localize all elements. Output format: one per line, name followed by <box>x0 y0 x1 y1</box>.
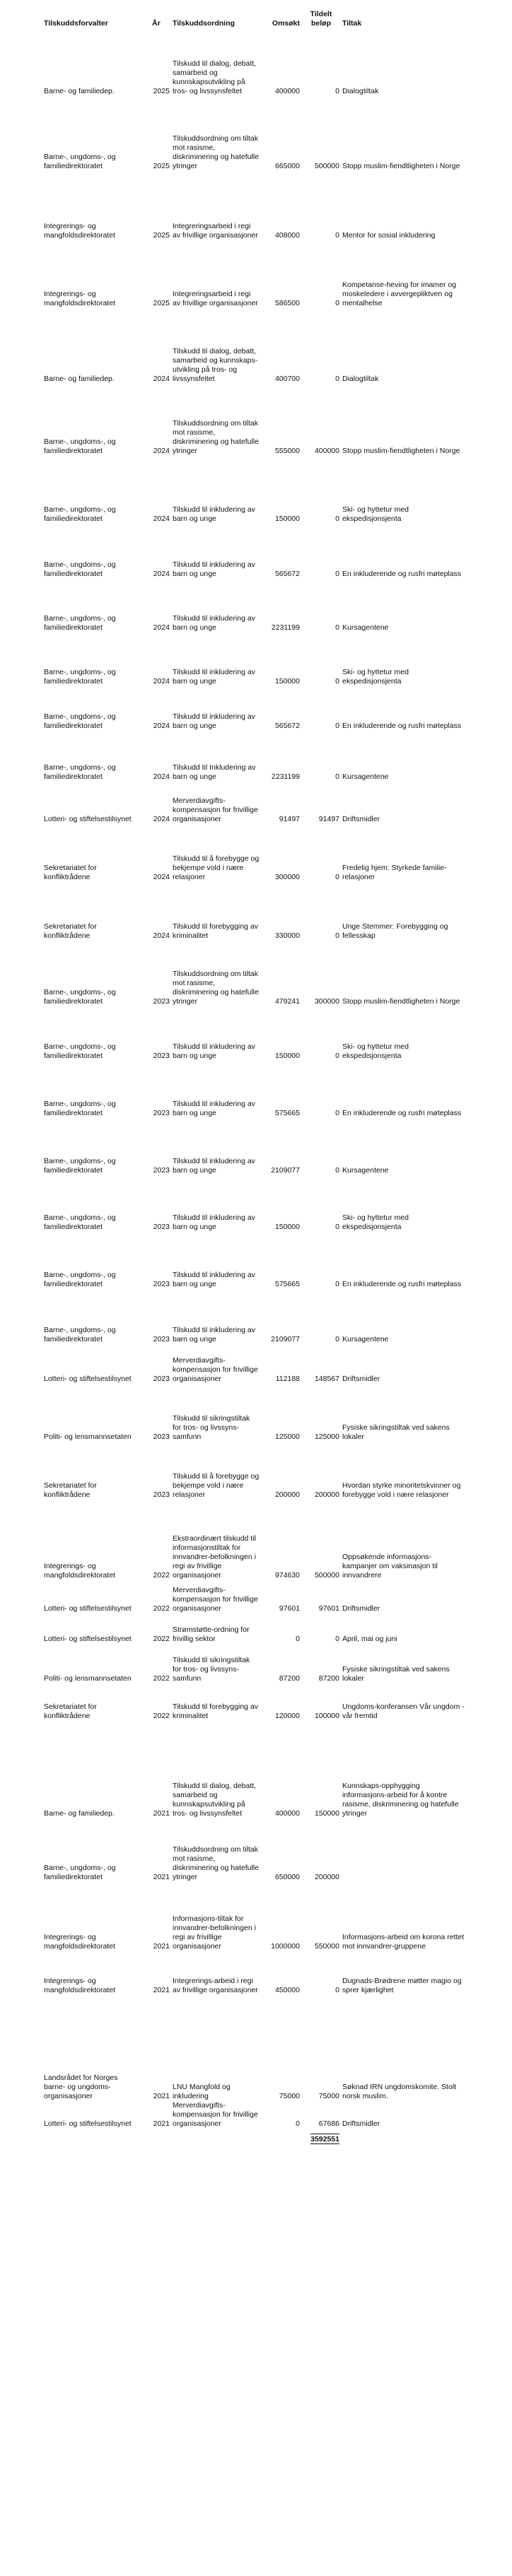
cell-tiltak: Unge Stemmer: Forebygging og fellesskap <box>342 922 448 940</box>
cell-tiltak: En inkluderende og rusfri møteplass <box>342 1280 462 1288</box>
cell-ordning: Tilskudd til forebygging av kriminalitet <box>173 922 259 940</box>
cell-ordning: Merverdiavgifts-kompensasjon for frivillige organisasjoner <box>173 1586 258 1613</box>
cell-year: 2023 <box>153 1490 170 1499</box>
table-row <box>42 1644 467 1683</box>
table-row <box>42 579 467 633</box>
cell-belop: 0 <box>335 87 339 95</box>
cell-belop: 0 <box>335 677 339 686</box>
cell-belop: 500000 <box>314 162 339 170</box>
grants-rows <box>42 28 467 2129</box>
table-row <box>42 782 467 824</box>
cell-forvalter: Barne-, ungdoms-, og familiedirektoratet <box>44 1271 116 1288</box>
table-row <box>42 28 467 96</box>
cell-forvalter: Sekretariatet for konfliktrådene <box>44 922 97 940</box>
cell-belop: 0 <box>335 514 339 523</box>
cell-belop: 97601 <box>318 1604 339 1613</box>
cell-omsokt: 87200 <box>279 1674 300 1683</box>
cell-tiltak: Informasjons-arbeid om korona rettet mot innvandrer-gruppene <box>342 1933 465 1951</box>
cell-ordning: Tilskudd til inkludering av barn og unge <box>173 712 255 730</box>
cell-forvalter: Politi- og lensmannsetaten <box>44 1433 132 1441</box>
cell-year: 2024 <box>153 570 170 578</box>
cell-omsokt: 575665 <box>274 1109 300 1117</box>
table-row <box>42 240 467 308</box>
total-trailing-spacer <box>341 2129 467 2144</box>
cell-forvalter: Lotteri- og stiftelsestilsynet <box>44 815 132 823</box>
cell-ordning: Tilskudd til inkludering av barn og unge <box>173 1100 255 1117</box>
cell-ordning: Tilskudd til inkludering av barn og unge <box>173 1213 255 1231</box>
table-row <box>42 731 467 782</box>
table-row <box>42 1118 467 1175</box>
cell-omsokt: 450000 <box>274 1986 300 1994</box>
cell-tiltak: Kursagentene <box>342 1166 389 1175</box>
cell-omsokt: 565672 <box>274 722 300 730</box>
cell-belop: 0 <box>335 570 339 578</box>
table-row <box>42 1384 467 1442</box>
cell-tiltak: Kompetanse-heving for imamer og moskeledere i avvergepliktven og mentalhelse <box>342 281 457 307</box>
header-belop: Tildelt beløp <box>310 10 332 28</box>
cell-tiltak: Ski- og hyttetur med ekspedisjonsjenta <box>342 668 409 686</box>
cell-ordning: Tilskudd til inkludering av barn og unge <box>173 614 255 632</box>
cell-forvalter: Barne-, ungdoms-, og familiedirektoratet <box>44 1100 116 1117</box>
cell-year: 2023 <box>153 997 170 1006</box>
cell-omsokt: 150000 <box>274 1223 300 1231</box>
cell-ordning: Tilskuddsordning om tiltak mot rasisme, diskriminering og hatefulle ytringer <box>173 1845 259 1881</box>
cell-year: 2024 <box>153 375 170 383</box>
cell-omsokt: 974630 <box>274 1571 300 1580</box>
cell-tiltak: Driftsmidler <box>342 2119 380 2128</box>
cell-forvalter: Barne-, ungdoms-, og familiedirektoratet <box>44 1326 116 1343</box>
cell-ordning: Tilskudd til inkludering av barn og unge <box>173 1042 255 1060</box>
cell-forvalter: Barne-, ungdoms-, og familiedirektoratet <box>44 988 116 1006</box>
cell-belop: 150000 <box>314 1809 339 1818</box>
cell-year: 2024 <box>153 447 170 455</box>
cell-belop: 91497 <box>318 815 339 823</box>
cell-ordning: Tilskudd til inkludering av barn og unge <box>173 1157 255 1175</box>
table-row <box>42 171 467 240</box>
header-row <box>42 4 467 28</box>
cell-year: 2024 <box>153 873 170 881</box>
cell-year: 2023 <box>153 1433 170 1441</box>
cell-forvalter: Lotteri- og stiftelsestilsynet <box>44 1604 132 1613</box>
table-row <box>42 1289 467 1344</box>
cell-forvalter: Barne-, ungdoms-, og familiedirektoratet <box>44 1864 116 1881</box>
cell-belop: 550000 <box>314 1942 339 1951</box>
cell-ordning: Tilskudd til inkludering av barn og unge <box>173 1271 255 1288</box>
cell-omsokt: 479241 <box>274 997 300 1006</box>
cell-belop: 125000 <box>314 1433 339 1441</box>
table-row <box>42 1951 467 1995</box>
cell-omsokt: 2109077 <box>271 1166 300 1175</box>
table-row <box>42 524 467 579</box>
cell-ordning: Tilskuddsordning om tiltak mot rasisme, diskriminering og hatefulle ytringer <box>173 419 259 455</box>
header-omsokt: Omsøkt <box>272 19 300 28</box>
table-row <box>42 1613 467 1644</box>
cell-omsokt: 200000 <box>274 1490 300 1499</box>
cell-ordning: Tilskudd til dialog, debatt, samarbeid og kunnskapsutvikling på tros- og livssynsfeltet <box>173 59 257 95</box>
cell-omsokt: 150000 <box>274 1052 300 1060</box>
cell-tiltak: Stopp muslim-fiendtligheten i Norge <box>342 447 460 455</box>
cell-ordning: Tilskudd til dialog, debatt, samarbeid og kunnskapsutvikling på tros- og livssynsfeltet <box>173 1782 257 1818</box>
cell-belop: 0 <box>335 1335 339 1343</box>
cell-omsokt: 300000 <box>274 873 300 881</box>
table-row <box>42 2101 467 2129</box>
cell-omsokt: 150000 <box>274 677 300 686</box>
cell-forvalter: Politi- og lensmannsetaten <box>44 1674 132 1683</box>
cell-forvalter: Sekretariatet for konfliktrådene <box>44 1702 97 1720</box>
cell-year: 2022 <box>153 1635 170 1643</box>
cell-tiltak: Stopp muslim-fiendtligheten i Norge <box>342 162 460 170</box>
cell-year: 2024 <box>153 722 170 730</box>
cell-ordning: Integrerings-arbeid i regi av frivillige organisasjoner <box>173 1977 258 1994</box>
table-row <box>42 456 467 524</box>
table-row <box>42 1061 467 1118</box>
total-value: 3592551 <box>310 2134 339 2144</box>
cell-forvalter: Integrerings- og mangfoldsdirektoratet <box>44 222 115 240</box>
cell-omsokt: 1000000 <box>271 1942 300 1951</box>
cell-omsokt: 2231199 <box>271 772 300 781</box>
cell-year: 2022 <box>153 1571 170 1580</box>
cell-belop: 67686 <box>318 2119 339 2128</box>
cell-forvalter: Barne- og familiedep. <box>44 87 115 95</box>
cell-ordning: Informasjons-tiltak for innvandrer-befolkningen i regi av frivillige organisasjoner <box>173 1915 256 1951</box>
cell-belop: 0 <box>335 299 339 307</box>
cell-forvalter: Lotteri- og stiftelsestilsynet <box>44 1375 132 1383</box>
cell-forvalter: Barne-, ungdoms-, og familiedirektoratet <box>44 1213 116 1231</box>
cell-tiltak: Fredelig hjem: Styrkede familie-relasjoner <box>342 864 447 881</box>
total-cell <box>301 2129 341 2144</box>
cell-ordning: Tilskudd til inkludering av barn og unge <box>173 668 255 686</box>
cell-ordning: Ekstraordinært tilskudd til informasjonstiltak for innvandrer-befolkningen i regi av frivillige organisasjoner <box>173 1534 256 1580</box>
cell-year: 2023 <box>153 1109 170 1117</box>
cell-omsokt: 408000 <box>274 231 300 240</box>
cell-belop: 0 <box>335 722 339 730</box>
cell-omsokt: 0 <box>296 2119 300 2128</box>
cell-forvalter: Landsrådet for Norges barne- og ungdoms-organisasjoner <box>44 2074 118 2100</box>
header-tiltak: Tiltak <box>342 19 362 28</box>
cell-tiltak: Stopp muslim-fiendtligheten i Norge <box>342 997 460 1006</box>
cell-tiltak: April, mai og juni <box>342 1635 397 1643</box>
cell-forvalter: Sekretariatet for konfliktrådene <box>44 1481 97 1499</box>
cell-year: 2023 <box>153 1280 170 1288</box>
cell-year: 2023 <box>153 1375 170 1383</box>
cell-belop: 400000 <box>314 447 339 455</box>
cell-belop: 500000 <box>314 1571 339 1580</box>
cell-forvalter: Barne-, ungdoms-, og familiedirektoratet <box>44 505 116 523</box>
cell-tiltak: Dugnads-Brødrene møtter magio og sprer kjærlighet <box>342 1977 462 1994</box>
cell-year: 2024 <box>153 514 170 523</box>
cell-belop: 0 <box>335 1280 339 1288</box>
cell-belop: 148567 <box>314 1375 339 1383</box>
cell-omsokt: 2231199 <box>271 623 300 632</box>
cell-omsokt: 586500 <box>274 299 300 307</box>
cell-belop: 100000 <box>314 1712 339 1720</box>
cell-year: 2025 <box>153 231 170 240</box>
cell-ordning: Tilskuddsordning om tiltak mot rasisme, diskriminering og hatefulle ytringer <box>173 134 259 170</box>
cell-omsokt: 650000 <box>274 1873 300 1881</box>
cell-ordning: Integreringsarbeid i regi av frivillige organisasjoner <box>173 290 258 307</box>
cell-forvalter: Barne-, ungdoms-, og familiedirektoratet <box>44 712 116 730</box>
cell-tiltak: Ski- og hyttetur med ekspedisjonsjenta <box>342 505 409 523</box>
header-forvalter: Tilskuddsforvalter <box>44 19 108 28</box>
cell-forvalter: Integrerings- og mangfoldsdirektoratet <box>44 1562 115 1580</box>
cell-year: 2021 <box>153 1986 170 1994</box>
cell-forvalter: Barne-, ungdoms-, og familiedirektoratet <box>44 153 116 170</box>
cell-ordning: Tilskudd til å forebygge og bekjempe vold i nære relasjoner <box>173 854 260 881</box>
cell-tiltak: Ungdoms-konferansen Vår ungdom - vår fremtid <box>342 1702 465 1720</box>
cell-ordning: Tilskudd til inkludering av barn og unge <box>173 560 255 578</box>
cell-forvalter: Lotteri- og stiftelsestilsynet <box>44 2119 132 2128</box>
table-row <box>42 96 467 171</box>
cell-omsokt: 0 <box>296 1635 300 1643</box>
cell-year: 2021 <box>153 1942 170 1951</box>
cell-belop: 0 <box>335 375 339 383</box>
cell-tiltak: Dialogtiltak <box>342 87 379 95</box>
header-ordning: Tilskuddsordning <box>173 19 235 28</box>
cell-year: 2025 <box>153 299 170 307</box>
table-row <box>42 1580 467 1613</box>
table-row <box>42 1232 467 1289</box>
cell-omsokt: 91497 <box>279 815 300 823</box>
cell-year: 2023 <box>153 1052 170 1060</box>
cell-tiltak: Fysiske sikringstiltak ved sakens lokaler <box>342 1665 450 1683</box>
table-row <box>42 824 467 882</box>
table-row <box>42 1683 467 1721</box>
cell-belop: 75000 <box>318 2092 339 2100</box>
table-row <box>42 1500 467 1580</box>
table-row <box>42 308 467 384</box>
table-row <box>42 384 467 456</box>
table-row <box>42 1175 467 1232</box>
cell-tiltak: Kursagentene <box>342 1335 389 1343</box>
cell-omsokt: 565672 <box>274 570 300 578</box>
cell-tiltak: Hvordan styrke minoritetskvinner og forebygge vold i nære relasjoner <box>342 1481 461 1499</box>
cell-tiltak: Oppsøkende informasjons-kampanjer om vaksinasjon til innvandrere <box>342 1553 438 1580</box>
cell-year: 2023 <box>153 1223 170 1231</box>
cell-omsokt: 400000 <box>274 1809 300 1818</box>
table-row <box>42 1882 467 1951</box>
cell-omsokt: 75000 <box>279 2092 300 2100</box>
cell-ordning: Tilskudd til sikringstiltak for tros- og livssyns-samfunn <box>173 1656 250 1683</box>
cell-tiltak: Driftsmidler <box>342 815 380 823</box>
cell-ordning: Tilskudd til sikringstiltak for tros- og livssyns-samfunn <box>173 1414 250 1441</box>
cell-forvalter: Barne-, ungdoms-, og familiedirektoratet <box>44 763 116 781</box>
table-row <box>42 686 467 731</box>
cell-year: 2021 <box>153 1873 170 1881</box>
cell-belop: 0 <box>335 1052 339 1060</box>
cell-tiltak: Kursagentene <box>342 772 389 781</box>
header-year: År <box>152 19 161 28</box>
cell-tiltak: Kunnskaps-opphygging informasjons-arbeid for å kontre rasisme, diskriminering og hatefulle ytringer <box>342 1782 459 1818</box>
cell-year: 2024 <box>153 623 170 632</box>
cell-forvalter: Barne-, ungdoms-, og familiedirektoratet <box>44 1042 116 1060</box>
cell-omsokt: 125000 <box>274 1433 300 1441</box>
cell-ordning: Strømstøtte-ordning for frivillig sektor <box>173 1625 250 1643</box>
cell-year: 2024 <box>153 815 170 823</box>
cell-tiltak: En inkluderende og rusfri møteplass <box>342 722 462 730</box>
table-row <box>42 633 467 686</box>
cell-belop: 87200 <box>318 1674 339 1683</box>
cell-omsokt: 665000 <box>274 162 300 170</box>
table-row <box>42 1344 467 1384</box>
cell-tiltak: Søknad IRN ungdomskomite. Stolt norsk muslim. <box>342 2083 457 2100</box>
cell-ordning: Tilskudd til Inkludering av barn og unge <box>173 763 256 781</box>
cell-ordning: Tilskuddsordning om tiltak mot rasisme, diskriminering og hatefulle ytringer <box>173 970 259 1006</box>
cell-tiltak: En inkluderende og rusfri møteplass <box>342 1109 462 1117</box>
cell-belop: 0 <box>335 623 339 632</box>
cell-belop: 300000 <box>314 997 339 1006</box>
cell-tiltak: Mentor for sosial inkludering <box>342 231 436 240</box>
cell-forvalter: Lotteri- og stiftelsestilsynet <box>44 1635 132 1643</box>
cell-tiltak: En inkluderende og rusfri møteplass <box>342 570 462 578</box>
cell-forvalter: Sekretariatet for konfliktrådene <box>44 864 97 881</box>
cell-ordning: Tilskudd til inkludering av barn og unge <box>173 1326 255 1343</box>
cell-tiltak <box>341 1818 467 1882</box>
cell-tiltak: Ski- og hyttetur med ekspedisjonsjenta <box>342 1042 409 1060</box>
grants-table <box>42 4 467 2144</box>
cell-forvalter: Integrerings- og mangfoldsdirektoratet <box>44 1933 115 1951</box>
cell-ordning: Merverdiavgifts-kompensasjon for frivillige organisasjoner <box>173 2101 258 2128</box>
cell-ordning: Tilskudd til inkludering av barn og unge <box>173 505 255 523</box>
cell-tiltak: Driftsmidler <box>342 1375 380 1383</box>
cell-omsokt: 112188 <box>275 1375 300 1383</box>
cell-year: 2021 <box>153 2119 170 2128</box>
cell-year: 2021 <box>153 1809 170 1818</box>
cell-omsokt: 400700 <box>274 375 300 383</box>
table-row <box>42 941 467 1006</box>
cell-forvalter: Integrerings- og mangfoldsdirektoratet <box>44 1977 115 1994</box>
table-row <box>42 1006 467 1061</box>
cell-belop: 0 <box>335 1223 339 1231</box>
table-row <box>42 1995 467 2101</box>
cell-year: 2025 <box>153 87 170 95</box>
cell-forvalter: Barne-, ungdoms-, og familiedirektoratet <box>44 437 116 455</box>
cell-year: 2023 <box>153 1335 170 1343</box>
cell-tiltak: Kursagentene <box>342 623 389 632</box>
cell-ordning: Integreringsarbeid i regi av frivillige organisasjoner <box>173 222 258 240</box>
cell-forvalter: Integrerings- og mangfoldsdirektoratet <box>44 290 115 307</box>
total-row <box>42 2129 467 2144</box>
cell-year: 2025 <box>153 162 170 170</box>
cell-tiltak: Dialogtiltak <box>342 375 379 383</box>
cell-belop: 0 <box>335 1166 339 1175</box>
cell-forvalter: Barne- og familiedep. <box>44 1809 115 1818</box>
cell-forvalter: Barne-, ungdoms-, og familiedirektoratet <box>44 614 116 632</box>
cell-tiltak: Driftsmidler <box>342 1604 380 1613</box>
cell-year: 2024 <box>153 677 170 686</box>
table-row <box>42 1721 467 1818</box>
cell-tiltak: Ski- og hyttetur med ekspedisjonsjenta <box>342 1213 409 1231</box>
cell-year: 2023 <box>153 1166 170 1175</box>
cell-belop: 200000 <box>314 1873 339 1881</box>
cell-ordning: Tilskudd til forebygging av kriminalitet <box>173 1702 259 1720</box>
cell-omsokt: 330000 <box>274 931 300 940</box>
cell-omsokt: 120000 <box>274 1712 300 1720</box>
cell-belop: 0 <box>335 931 339 940</box>
cell-forvalter: Barne-, ungdoms-, og familiedirektoratet <box>44 1157 116 1175</box>
cell-omsokt: 97601 <box>279 1604 300 1613</box>
cell-forvalter: Barne- og familiedep. <box>44 375 115 383</box>
cell-omsokt: 555000 <box>274 447 300 455</box>
table-row <box>42 882 467 941</box>
cell-year: 2022 <box>153 1604 170 1613</box>
cell-year: 2022 <box>153 1712 170 1720</box>
cell-belop: 200000 <box>314 1490 339 1499</box>
cell-belop: 0 <box>335 1635 339 1643</box>
cell-forvalter: Barne-, ungdoms-, og familiedirektoratet <box>44 668 116 686</box>
cell-ordning: Tilskudd til dialog, debatt, samarbeid og kunnskaps-utvikling på tros- og livssynsfeltet <box>173 347 258 383</box>
cell-ordning: Tilskudd til å forebygge og bekjempe vold i nære relasjoner <box>173 1472 260 1499</box>
cell-belop: 0 <box>335 772 339 781</box>
cell-year: 2021 <box>153 2092 170 2100</box>
cell-belop: 0 <box>335 1109 339 1117</box>
cell-forvalter: Barne-, ungdoms-, og familiedirektoratet <box>44 560 116 578</box>
table-row <box>42 1818 467 1882</box>
table-row <box>42 1442 467 1500</box>
total-spacer <box>42 2129 301 2144</box>
cell-belop: 0 <box>335 1986 339 1994</box>
cell-belop: 0 <box>335 231 339 240</box>
cell-year: 2022 <box>153 1674 170 1683</box>
cell-ordning: LNU Mangfold og inkludering <box>173 2083 231 2100</box>
cell-year: 2024 <box>153 931 170 940</box>
cell-ordning: Merverdiavgifts-kompensasjon for frivillige organisasjoner <box>173 796 258 823</box>
cell-omsokt: 575665 <box>274 1280 300 1288</box>
cell-tiltak: Fysiske sikringstiltak ved sakens lokaler <box>342 1423 450 1441</box>
cell-omsokt: 150000 <box>274 514 300 523</box>
cell-belop: 0 <box>335 873 339 881</box>
cell-omsokt: 2109077 <box>271 1335 300 1343</box>
cell-omsokt: 400000 <box>274 87 300 95</box>
cell-ordning: Merverdiavgifts-kompensasjon for frivillige organisasjoner <box>173 1356 258 1383</box>
cell-year: 2024 <box>153 772 170 781</box>
